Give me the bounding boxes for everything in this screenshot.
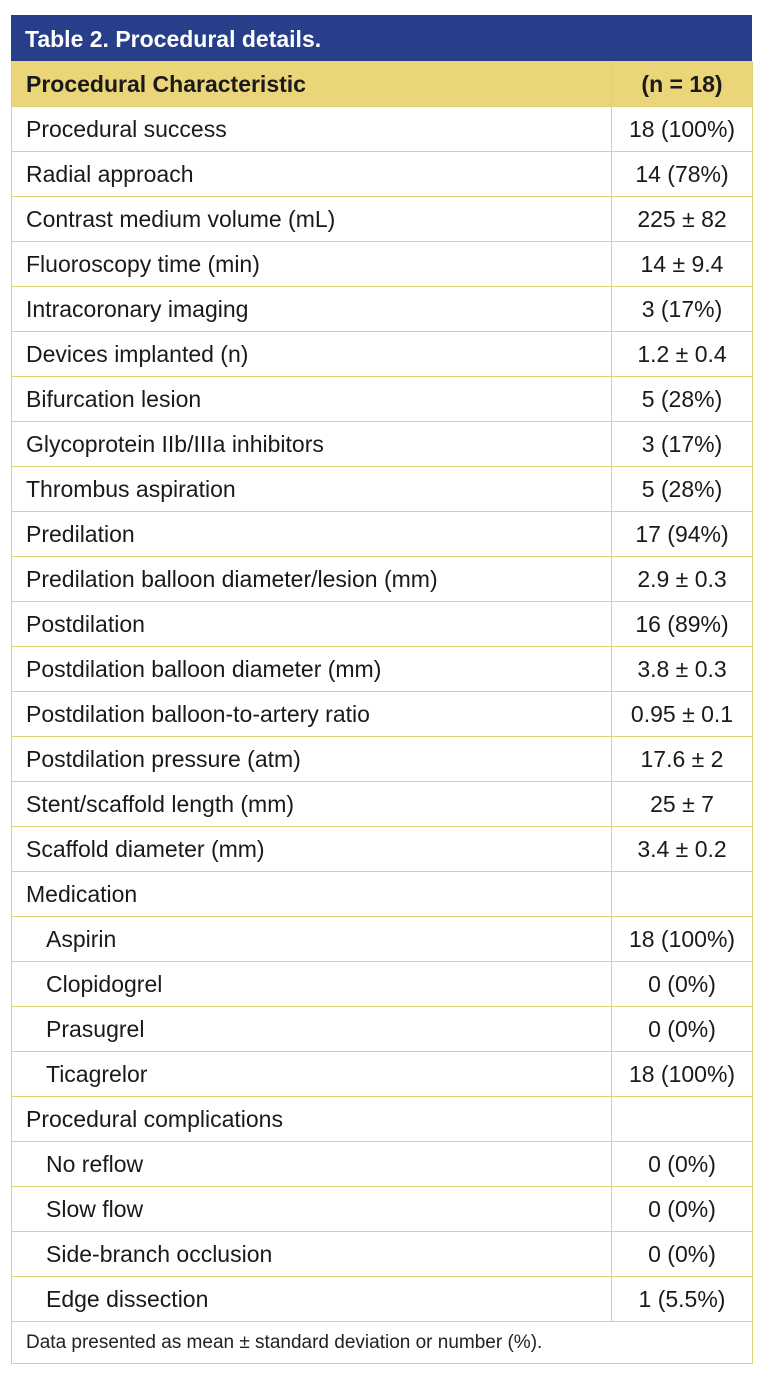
sub-row (12, 1232, 753, 1277)
row-label: Procedural complications (12, 1097, 612, 1142)
row-value: 1 (5.5%) (612, 1277, 753, 1322)
table-row (12, 197, 753, 242)
table-row (12, 557, 753, 602)
sub-row (12, 1142, 753, 1187)
row-value: 0 (0%) (612, 1142, 753, 1187)
row-label: No reflow (12, 1142, 612, 1187)
sub-row (12, 962, 753, 1007)
row-label: Contrast medium volume (mL) (12, 197, 612, 242)
row-label: Postdilation pressure (atm) (12, 737, 612, 782)
row-label: Postdilation (12, 602, 612, 647)
row-value: 0 (0%) (612, 962, 753, 1007)
row-value: 3 (17%) (612, 287, 753, 332)
table-body (12, 107, 753, 1322)
row-label: Ticagrelor (12, 1052, 612, 1097)
row-value: 1.2 ± 0.4 (612, 332, 753, 377)
table-row (12, 512, 753, 557)
sub-row (12, 1187, 753, 1232)
row-label: Intracoronary imaging (12, 287, 612, 332)
data-table (11, 61, 753, 1364)
row-label: Thrombus aspiration (12, 467, 612, 512)
table-title: Table 2. Procedural details. (11, 15, 752, 61)
row-label: Medication (12, 872, 612, 917)
row-value: 0 (0%) (612, 1187, 753, 1232)
table-row (12, 872, 753, 917)
table-row (12, 1097, 753, 1142)
table-row (12, 332, 753, 377)
table-row (12, 692, 753, 737)
procedural-details-table (11, 15, 752, 1364)
row-label: Radial approach (12, 152, 612, 197)
row-value: 14 (78%) (612, 152, 753, 197)
row-value: 5 (28%) (612, 467, 753, 512)
row-value: 25 ± 7 (612, 782, 753, 827)
footnote-row (12, 1322, 753, 1364)
row-label: Predilation (12, 512, 612, 557)
row-value: 3 (17%) (612, 422, 753, 467)
row-label: Devices implanted (n) (12, 332, 612, 377)
table-row (12, 782, 753, 827)
table-row (12, 737, 753, 782)
row-value: 16 (89%) (612, 602, 753, 647)
sub-row (12, 917, 753, 962)
row-value: 18 (100%) (612, 917, 753, 962)
table-row (12, 377, 753, 422)
row-value (612, 1097, 753, 1142)
row-label: Postdilation balloon diameter (mm) (12, 647, 612, 692)
table-row (12, 467, 753, 512)
row-value (612, 872, 753, 917)
row-label: Predilation balloon diameter/lesion (mm) (12, 557, 612, 602)
row-value: 18 (100%) (612, 1052, 753, 1097)
table-footnote: Data presented as mean ± standard deviation or number (%). (12, 1322, 753, 1364)
row-label: Scaffold diameter (mm) (12, 827, 612, 872)
row-label: Glycoprotein IIb/IIIa inhibitors (12, 422, 612, 467)
sub-row (12, 1007, 753, 1052)
row-label: Slow flow (12, 1187, 612, 1232)
row-value: 18 (100%) (612, 107, 753, 152)
header-row (12, 62, 753, 107)
row-label: Postdilation balloon-to-artery ratio (12, 692, 612, 737)
row-label: Bifurcation lesion (12, 377, 612, 422)
table-row (12, 242, 753, 287)
header-count: (n = 18) (612, 62, 753, 107)
row-value: 3.8 ± 0.3 (612, 647, 753, 692)
row-value: 5 (28%) (612, 377, 753, 422)
table-row (12, 422, 753, 467)
row-label: Prasugrel (12, 1007, 612, 1052)
row-label: Procedural success (12, 107, 612, 152)
row-value: 3.4 ± 0.2 (612, 827, 753, 872)
table-row (12, 287, 753, 332)
header-characteristic: Procedural Characteristic (12, 62, 612, 107)
row-value: 225 ± 82 (612, 197, 753, 242)
row-label: Edge dissection (12, 1277, 612, 1322)
row-value: 14 ± 9.4 (612, 242, 753, 287)
table-row (12, 152, 753, 197)
row-label: Fluoroscopy time (min) (12, 242, 612, 287)
table-row (12, 827, 753, 872)
row-label: Clopidogrel (12, 962, 612, 1007)
table-row (12, 602, 753, 647)
row-label: Side-branch occlusion (12, 1232, 612, 1277)
sub-row (12, 1052, 753, 1097)
row-label: Stent/scaffold length (mm) (12, 782, 612, 827)
table-row (12, 647, 753, 692)
row-label: Aspirin (12, 917, 612, 962)
table-row (12, 107, 753, 152)
sub-row (12, 1277, 753, 1322)
row-value: 17.6 ± 2 (612, 737, 753, 782)
row-value: 0 (0%) (612, 1232, 753, 1277)
row-value: 0 (0%) (612, 1007, 753, 1052)
row-value: 0.95 ± 0.1 (612, 692, 753, 737)
row-value: 17 (94%) (612, 512, 753, 557)
row-value: 2.9 ± 0.3 (612, 557, 753, 602)
